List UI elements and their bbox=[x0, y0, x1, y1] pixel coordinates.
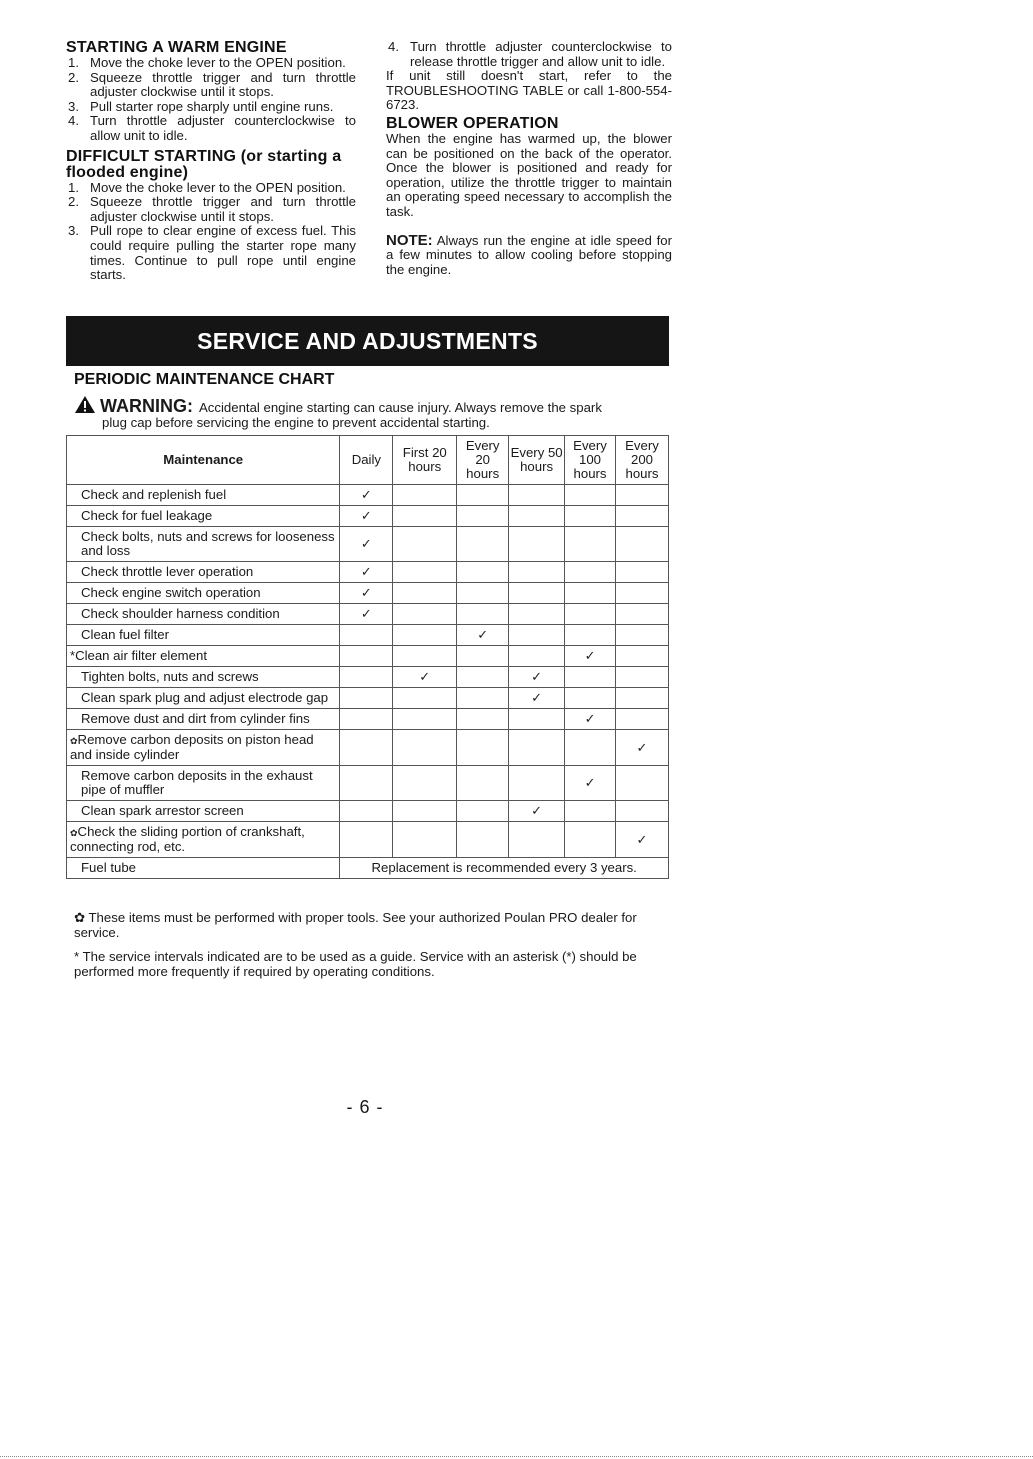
check-mark-icon: ✓ bbox=[360, 508, 372, 523]
table-row bbox=[67, 646, 669, 667]
footnote-asterisk bbox=[74, 950, 664, 979]
check-mark-icon: ✓ bbox=[636, 831, 648, 847]
left-column bbox=[66, 40, 356, 283]
header-every-20-hours: Every 20 hours bbox=[457, 436, 509, 485]
interval-cell bbox=[340, 709, 393, 730]
asterisk-marker: * bbox=[70, 648, 76, 663]
table-row bbox=[67, 562, 669, 583]
table-row bbox=[67, 730, 669, 766]
interval-cell bbox=[565, 730, 616, 766]
table-row bbox=[67, 485, 669, 506]
interval-cell bbox=[509, 583, 565, 604]
maintenance-item-cell bbox=[67, 485, 340, 506]
check-mark-icon: ✓ bbox=[531, 803, 543, 818]
warm-engine-steps-continued bbox=[386, 40, 672, 69]
list-item: 1. Move the choke lever to the OPEN position. bbox=[68, 179, 346, 195]
page-bottom-dotted-line bbox=[0, 1456, 1033, 1457]
section-banner: SERVICE AND ADJUSTMENTS bbox=[66, 316, 669, 366]
interval-cell bbox=[457, 801, 509, 822]
check-mark-icon: ✓ bbox=[636, 739, 648, 755]
maintenance-item-label: Check bolts, nuts and screws for looseness and loss bbox=[81, 529, 335, 558]
maintenance-item-label: Fuel tube bbox=[67, 858, 340, 879]
warm-engine-heading: STARTING A WARM ENGINE bbox=[66, 39, 287, 56]
interval-cell bbox=[457, 667, 509, 688]
maintenance-item-cell bbox=[67, 667, 340, 688]
maintenance-item-label: Remove carbon deposits on piston head and inside cylinder bbox=[70, 732, 314, 762]
maintenance-item-label: Clean spark plug and adjust electrode gap bbox=[81, 690, 329, 705]
flower-marker-icon: ✿ bbox=[70, 828, 78, 838]
interval-cell bbox=[393, 822, 457, 858]
interval-cell bbox=[340, 646, 393, 667]
interval-cell bbox=[616, 527, 669, 562]
interval-cell bbox=[393, 506, 457, 527]
interval-cell bbox=[393, 801, 457, 822]
interval-cell bbox=[340, 625, 393, 646]
interval-cell bbox=[565, 709, 616, 730]
maintenance-item-cell bbox=[67, 709, 340, 730]
interval-cell bbox=[565, 583, 616, 604]
maintenance-item-label: Check and replenish fuel bbox=[81, 487, 227, 502]
maintenance-item-cell bbox=[67, 766, 340, 801]
interval-cell bbox=[340, 822, 393, 858]
table-row bbox=[67, 583, 669, 604]
interval-cell bbox=[616, 625, 669, 646]
maintenance-item-cell bbox=[67, 506, 340, 527]
interval-cell bbox=[340, 730, 393, 766]
check-mark-icon: ✓ bbox=[584, 711, 596, 726]
interval-cell bbox=[509, 527, 565, 562]
interval-cell bbox=[616, 485, 669, 506]
warning-text-line1: Accidental engine starting can cause injury. Always remove the spark bbox=[199, 400, 602, 415]
interval-cell bbox=[616, 583, 669, 604]
check-mark-icon: ✓ bbox=[477, 627, 489, 642]
interval-cell bbox=[457, 709, 509, 730]
maintenance-item-cell bbox=[67, 604, 340, 625]
header-every-50-hours: Every 50 hours bbox=[509, 436, 565, 485]
note-text: Always run the engine at idle speed for a few minutes to allow cooling before stopping the engine. bbox=[386, 232, 672, 277]
interval-cell bbox=[393, 527, 457, 562]
warning-block bbox=[74, 393, 674, 430]
interval-cell bbox=[393, 646, 457, 667]
interval-cell bbox=[509, 709, 565, 730]
table-row-fuel-tube bbox=[67, 858, 669, 879]
interval-cell bbox=[616, 646, 669, 667]
list-item: 1. Move the choke lever to the OPEN position. bbox=[68, 55, 346, 70]
maintenance-item-cell bbox=[67, 625, 340, 646]
interval-cell bbox=[509, 667, 565, 688]
interval-cell bbox=[393, 667, 457, 688]
interval-cell bbox=[565, 604, 616, 625]
maintenance-item-cell bbox=[67, 562, 340, 583]
interval-cell bbox=[340, 801, 393, 822]
header-every-200-hours: Every 200 hours bbox=[616, 436, 669, 485]
blower-operation-heading: BLOWER OPERATION bbox=[386, 114, 559, 132]
maintenance-item-cell bbox=[67, 583, 340, 604]
interval-cell bbox=[340, 562, 393, 583]
interval-cell bbox=[393, 604, 457, 625]
interval-cell bbox=[509, 766, 565, 801]
interval-cell bbox=[509, 625, 565, 646]
interval-cell bbox=[616, 688, 669, 709]
header-first-20-hours: First 20 hours bbox=[393, 436, 457, 485]
interval-cell bbox=[565, 562, 616, 583]
maintenance-chart-table bbox=[66, 435, 669, 879]
interval-cell bbox=[457, 583, 509, 604]
maintenance-item-label: Check for fuel leakage bbox=[81, 508, 213, 523]
asterisk-marker: * bbox=[74, 949, 80, 964]
warning-triangle-icon bbox=[74, 395, 96, 414]
table-row bbox=[67, 822, 669, 858]
interval-cell bbox=[565, 822, 616, 858]
check-mark-icon: ✓ bbox=[360, 606, 372, 621]
table-row bbox=[67, 801, 669, 822]
interval-cell bbox=[509, 646, 565, 667]
flower-marker-icon: ✿ bbox=[70, 736, 78, 746]
interval-cell bbox=[565, 527, 616, 562]
interval-cell bbox=[565, 766, 616, 801]
note-paragraph bbox=[386, 231, 672, 278]
interval-cell bbox=[616, 506, 669, 527]
interval-cell bbox=[565, 801, 616, 822]
maintenance-item-label: Check shoulder harness condition bbox=[81, 606, 280, 621]
interval-cell bbox=[509, 562, 565, 583]
interval-cell bbox=[565, 646, 616, 667]
interval-cell bbox=[457, 688, 509, 709]
chart-title: PERIODIC MAINTENANCE CHART bbox=[74, 371, 335, 388]
list-item: 2. Squeeze throttle trigger and turn throttle adjuster clockwise until it stops. bbox=[68, 194, 356, 224]
maintenance-item-label: Tighten bolts, nuts and screws bbox=[81, 669, 259, 684]
interval-cell bbox=[616, 766, 669, 801]
interval-cell bbox=[457, 646, 509, 667]
interval-cell bbox=[457, 506, 509, 527]
interval-cell bbox=[509, 822, 565, 858]
interval-cell bbox=[616, 667, 669, 688]
interval-cell bbox=[509, 688, 565, 709]
interval-cell bbox=[393, 709, 457, 730]
footnote-tools bbox=[74, 911, 664, 940]
interval-cell bbox=[616, 730, 669, 766]
footnote-tools-text: These items must be performed with proper tools. See your authorized Poulan PRO dealer for service. bbox=[74, 910, 637, 940]
interval-cell bbox=[509, 801, 565, 822]
interval-cell bbox=[340, 667, 393, 688]
interval-cell bbox=[457, 822, 509, 858]
header-maintenance: Maintenance bbox=[67, 436, 340, 485]
maintenance-item-cell bbox=[67, 527, 340, 562]
difficult-starting-heading: DIFFICULT STARTING (or starting a flooded engine) bbox=[66, 147, 342, 181]
maintenance-item-cell bbox=[67, 730, 340, 766]
list-item: 3. Pull starter rope sharply until engine runs. bbox=[68, 98, 334, 114]
flower-marker-icon: ✿ bbox=[74, 910, 86, 925]
interval-cell bbox=[509, 604, 565, 625]
interval-cell bbox=[340, 604, 393, 625]
interval-cell bbox=[393, 730, 457, 766]
interval-cell bbox=[509, 730, 565, 766]
table-row bbox=[67, 688, 669, 709]
maintenance-item-label: Check the sliding portion of crankshaft, connecting rod, etc. bbox=[70, 824, 305, 854]
interval-cell bbox=[616, 822, 669, 858]
maintenance-item-label: Remove dust and dirt from cylinder fins bbox=[81, 711, 310, 726]
maintenance-item-cell bbox=[67, 822, 340, 858]
interval-cell bbox=[509, 506, 565, 527]
table-row bbox=[67, 604, 669, 625]
interval-cell bbox=[393, 485, 457, 506]
interval-cell bbox=[616, 801, 669, 822]
interval-cell bbox=[616, 604, 669, 625]
maintenance-item-cell bbox=[67, 646, 340, 667]
maintenance-item-label: Remove carbon deposits in the exhaust pipe of muffler bbox=[81, 768, 313, 797]
list-item: 2. Squeeze throttle trigger and turn throttle adjuster clockwise until it stops. bbox=[68, 69, 356, 100]
interval-cell bbox=[565, 506, 616, 527]
interval-cell bbox=[457, 485, 509, 506]
table-row bbox=[67, 766, 669, 801]
interval-cell bbox=[565, 667, 616, 688]
list-item: 4. Turn throttle adjuster counterclockwise to allow unit to idle. bbox=[68, 113, 356, 143]
interval-cell bbox=[340, 527, 393, 562]
interval-cell bbox=[457, 527, 509, 562]
interval-cell bbox=[457, 730, 509, 766]
interval-cell bbox=[616, 562, 669, 583]
table-row bbox=[67, 527, 669, 562]
maintenance-item-label: Check engine switch operation bbox=[81, 585, 261, 600]
check-mark-icon: ✓ bbox=[584, 775, 596, 790]
interval-cell bbox=[340, 506, 393, 527]
table-row bbox=[67, 625, 669, 646]
table-row bbox=[67, 667, 669, 688]
interval-cell bbox=[393, 625, 457, 646]
interval-cell bbox=[340, 485, 393, 506]
check-mark-icon: ✓ bbox=[584, 648, 596, 663]
check-mark-icon: ✓ bbox=[360, 487, 372, 502]
interval-cell bbox=[565, 688, 616, 709]
warm-engine-steps bbox=[66, 56, 356, 144]
list-item: 3. Pull rope to clear engine of excess fuel. This could require pulling the starter rope many times. Continue to pull rope until engine starts. bbox=[68, 223, 356, 283]
maintenance-item-cell bbox=[67, 688, 340, 709]
interval-cell bbox=[565, 625, 616, 646]
maintenance-item-label: Clean air filter element bbox=[75, 648, 207, 663]
table-row bbox=[67, 506, 669, 527]
header-daily: Daily bbox=[340, 436, 393, 485]
warning-text-line2: plug cap before servicing the engine to prevent accidental starting. bbox=[102, 415, 490, 430]
interval-cell bbox=[457, 766, 509, 801]
check-mark-icon: ✓ bbox=[531, 669, 543, 684]
footnote-asterisk-text: The service intervals indicated are to be used as a guide. Service with an asterisk (*) should be performed more frequently if required by operating conditions. bbox=[74, 949, 637, 979]
difficult-starting-steps bbox=[66, 181, 356, 283]
interval-cell bbox=[393, 688, 457, 709]
fuel-tube-replacement-note: Replacement is recommended every 3 years. bbox=[340, 858, 669, 879]
interval-cell bbox=[340, 583, 393, 604]
warning-label: WARNING: bbox=[100, 396, 193, 416]
interval-cell bbox=[340, 766, 393, 801]
check-mark-icon: ✓ bbox=[531, 690, 543, 705]
interval-cell bbox=[565, 485, 616, 506]
interval-cell bbox=[393, 562, 457, 583]
blower-operation-text: When the engine has warmed up, the blower can be positioned on the back of the operator. Once the blower is positioned and ready for operation, utilize the throttle trigger to maintain an operating speed necessary to accomplish the task. bbox=[386, 130, 672, 219]
check-mark-icon: ✓ bbox=[419, 669, 431, 684]
maintenance-item-label: Clean fuel filter bbox=[81, 627, 169, 642]
check-mark-icon: ✓ bbox=[360, 585, 372, 600]
table-row bbox=[67, 709, 669, 730]
maintenance-item-label: Clean spark arrestor screen bbox=[81, 803, 244, 818]
interval-cell bbox=[457, 562, 509, 583]
page-number: - 6 - bbox=[346, 1097, 384, 1117]
maintenance-item-cell bbox=[67, 801, 340, 822]
table-body bbox=[67, 485, 669, 879]
troubleshooting-text: If unit still doesn't start, refer to the TROUBLESHOOTING TABLE or call 1-800-554-6723. bbox=[386, 68, 672, 113]
interval-cell bbox=[457, 604, 509, 625]
interval-cell bbox=[457, 625, 509, 646]
table-header-row bbox=[67, 436, 669, 485]
maintenance-item-label: Check throttle lever operation bbox=[81, 564, 254, 579]
list-item: 4. Turn throttle adjuster counterclockwise to release throttle trigger and allow unit to idle. bbox=[388, 39, 672, 69]
interval-cell bbox=[393, 766, 457, 801]
interval-cell bbox=[393, 583, 457, 604]
header-every-100-hours: Every 100 hours bbox=[565, 436, 616, 485]
note-label: NOTE: bbox=[386, 231, 433, 249]
check-mark-icon: ✓ bbox=[360, 564, 372, 579]
interval-cell bbox=[616, 709, 669, 730]
right-column bbox=[386, 40, 672, 277]
check-mark-icon: ✓ bbox=[360, 536, 372, 551]
interval-cell bbox=[340, 688, 393, 709]
interval-cell bbox=[509, 485, 565, 506]
